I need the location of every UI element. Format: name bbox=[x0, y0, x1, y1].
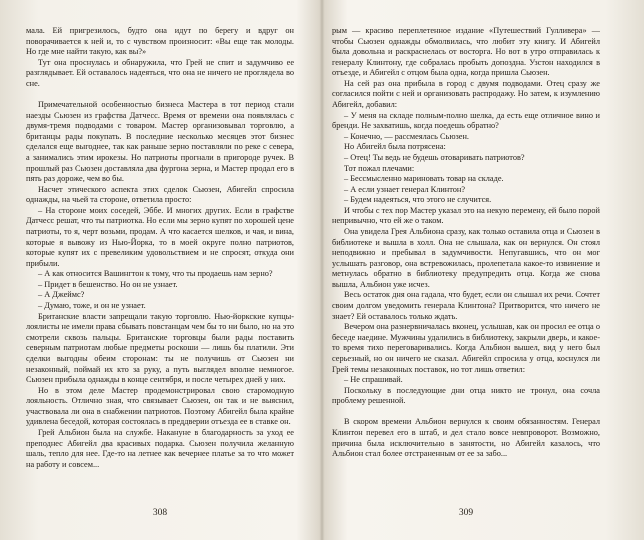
paragraph: Грей Альбион была на службе. Накануне в благодарность за уход ее преподнес Абигейл два красивых подарка. Сьюзен получила желанную шаль, тепло для нее. Где-то на летнее как вечернее платье за то что может на работу и совсем... bbox=[26, 427, 294, 469]
paragraph: В скором времени Альбион вернулся к своим обязанностям. Генерал Клинтон перевел его в штаб, и дел стало вовсе невпроворот. Возможно, причина была исключительно в занятости, но Абигейл казалось, что Альбион стал более отстраненным от ее за забо... bbox=[332, 417, 600, 459]
paragraph: – Бессмысленно мариновать товар на складе. bbox=[344, 174, 504, 184]
paragraph: – Конечно, — рассмеялась Сьюзен. bbox=[344, 131, 469, 141]
right-page bbox=[332, 26, 600, 496]
paragraph: – А как относится Вашингтон к тому, что ты продаешь нам зерно? bbox=[38, 269, 273, 279]
paragraph: На сей раз она прибыла в город с двумя подводами. Отец сразу же согласился пойти с ней и организовать распродажу. Но затем, к изумлению Абигейл, добавил: bbox=[332, 78, 600, 110]
paragraph: мала. Ей пригрезилось, будто она идут по берегу и вдруг он поворачивается к ней и, то с чувством произносит: «Вы еще так молоды. Но где мне найти такую, как вы?» bbox=[26, 26, 294, 57]
paragraph: Британские власти запрещали такую торговлю. Нью-йоркские купцы-лоялисты не имели права сбывать повстанцам чем бы то ни было, но на это смотрели сквозь пальцы. Британские торговцы были рады поставить северным патриотам любые предметы роскоши — лишь бы платили. Эти сделки выгодны обеим сторонам: ты не получишь от Сьюзен ни незаконный, поймай их кто за руку, а путь выглядел вполне немногое. Сьюзен прибыла однажды в конце сентября, и после четырех дней у них. bbox=[26, 311, 294, 385]
paragraph: – Будем надеяться, что этого не случится. bbox=[344, 195, 492, 205]
paragraph: – А Джеймс? bbox=[38, 290, 85, 300]
left-page bbox=[26, 26, 294, 496]
paragraph: Тот пожал плечами: bbox=[344, 163, 415, 173]
page-number: 309 bbox=[458, 508, 474, 518]
paragraph: – На стороне моих соседей, Эббе. И многих других. Если в графстве Датчесс решат, что ты патриотка. Но если мы зерно купят по хорошей цене патриоты, то я, черт возьми, продам. А что касается шелков, и чая, и вина, которые я вывожу из Нью-Йорка, то в моей округе полно патриотов, которые купят их с превеликим удовольствием и не спросят, откуда они прибыли. bbox=[26, 205, 294, 268]
paragraph: – Отец! Ты ведь не будешь отоваривать патриотов? bbox=[344, 152, 525, 162]
page-number: 308 bbox=[152, 508, 168, 518]
paragraph: – Думаю, тоже, и он не узнает. bbox=[38, 301, 146, 311]
paragraph: Поскольку в последующие дни отца никто не тронул, она сочла проблему решенной. bbox=[332, 385, 600, 406]
paragraph: – Придет в бешенство. Но он не узнает. bbox=[38, 279, 178, 289]
paragraph: Примечательной особенностью бизнеса Мастера в тот период стали наезды Сьюзен из графства Датчесс. Время от времени она появлялась с двумя-тремя подводами с товаром. Мастер организовывал торговлю, а британцы рады покупать. В последние несколько месяцев этот бизнес сделался еще выгоднее, так как раньше зерно поставляли по реке с севера, а занимались этим ирокезы. Но патриоты прогнали в пригороде ручек. В прошлый раз Сьюзен доставляла два фургона зерна, и Мастер продал его в пять раз дороже, чем во бы. bbox=[26, 100, 294, 184]
paragraph: Вечером она разнервничалась вконец, услышав, как он просил ее отца о беседе наедине. Мужчины удалились в библиотеку, закрыли дверь, и какое-то время тихо переговаривались. Когда Альбион вышел, вид у него был серьезный, но он ничего не сказал. Абигейл спросила у отца, коснулся ли Грей темы незаконных поставок, но тот лишь ответил: bbox=[332, 322, 600, 374]
paragraph: Насчет этического аспекта этих сделок Сьюзен, Абигейл спросила однажды, на чьей та стороне, ответила просто: bbox=[26, 184, 294, 205]
paragraph: Весь остаток дня она гадала, что будет, если он слышал их речи. Сочтет своим долгом уведомить генерала Клинтона? Притворится, что ничего не знает? Ей оставалось только ждать. bbox=[332, 290, 600, 321]
paragraph: Она увидела Грея Альбиона сразу, как только оставила отца и Сьюзен в библиотеке и вышла в холл. Она не слышала, как он вернулся. Он стоял неподвижно и пребывал в задумчивости. Непугавшись, что он мог услышать разговор, она встревожилась, пролепетала какое-то извинение и метнулась обратно в библиотеку предупредить отца. Когда же снова вышла, Альбион уже исчез. bbox=[332, 226, 600, 289]
paragraph: – У меня на складе полным-полно шелка, да есть еще отличное вино и бренди. Не захватишь, когда поедешь обратно? bbox=[332, 110, 600, 131]
paragraph: И чтобы с тех пор Мастер указал это на некую перемену, ей было порой непривычно, что ей же о таком. bbox=[332, 205, 600, 226]
paragraph: – А если узнает генерал Клинтон? bbox=[344, 184, 466, 194]
paragraph: Но Абигейл была потрясена: bbox=[344, 142, 446, 152]
paragraph: Но в этом деле Мастер продемонстрировал свою старомодную лояльность. Отлично зная, что связывает Сьюзен, он так и не выяснил, участвовала ли она в снабжении патриотов. Поэтому Абигейл была крайне удивлена беседой, которая состоялась в преддверии отъезда ее в ставке он. bbox=[26, 385, 294, 427]
paragraph: Тут она проснулась и обнаружила, что Грей не спит и задумчиво ее разглядывает. Ей оставалось надеяться, что она не ничего не проглядела во сне. bbox=[26, 57, 294, 88]
paragraph: – Не спрашивай. bbox=[344, 375, 403, 385]
paragraph: рым — красиво переплетенное издание «Путешествий Гулливера» — чтобы Сьюзен однажды обмолвилась, что любит эту книгу. И Абигейл была довольна и раскраснелась от восторга. Но вот в утро отправилась к генералу Клинтону, где собралась пробыть допоздна. Узстон находился в отъезде, и Абигейл с отцом была одна, когда пришла Сьюзен. bbox=[332, 26, 600, 78]
